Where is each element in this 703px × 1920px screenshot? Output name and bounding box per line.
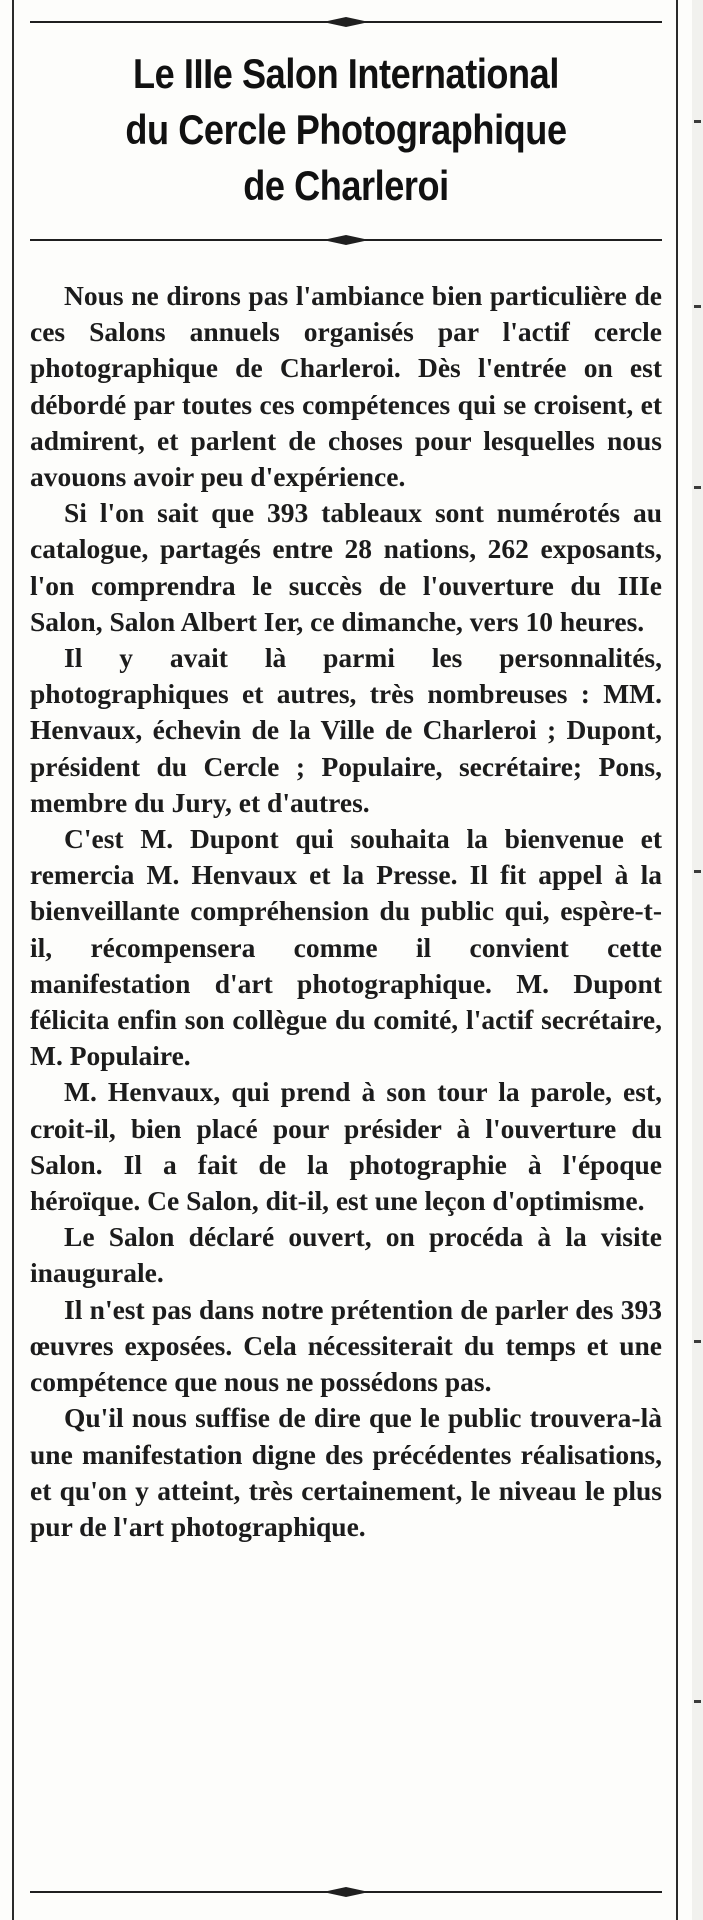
- left-column-rule: [12, 0, 14, 1920]
- headline-line-2: du Cercle Photographique: [125, 106, 567, 153]
- edge-mark: [694, 305, 701, 308]
- right-column-rule: [676, 0, 678, 1920]
- headline-line-1: Le IIIe Salon International: [133, 50, 559, 97]
- paragraph-5: M. Henvaux, qui prend à son tour la parole, est, croit-il, bien placé pour présider à l'ouverture du Salon. Il a fait de la photographie à l'époque héroïque. Ce Salon, dit-il, est une leçon d'optimisme.: [30, 1076, 662, 1217]
- paragraph-4: C'est M. Dupont qui souhaita la bienvenue et remercia M. Henvaux et la Presse. Il fit appel à la bienveillante compréhension du public qui, espère-t-il, récompensera comme il convient cette manifestation d'art photographique. M. Dupont félicita enfin son collègue du comité, l'actif secrétaire, M. Populaire.: [30, 823, 662, 1072]
- paragraph-2: Si l'on sait que 393 tableaux sont numérotés au catalogue, partagés entre 28 nations, 262 exposants, l'on comprendra le succès de l'ouverture du IIIe Salon, Salon Albert Ier, ce dimanche, vers 10 heures.: [30, 497, 662, 637]
- edge-mark: [694, 486, 701, 489]
- edge-mark: [694, 1340, 701, 1343]
- rule-diamond-ornament: [323, 1887, 369, 1897]
- paragraph-3: Il y avait là parmi les personnalités, photographiques et autres, très nombreuses : MM. Henvaux, échevin de la Ville de Charleroi ; Dupont, président du Cercle ; Populaire, secrétaire; Pons, membre du Jury, et d'autres.: [30, 642, 662, 818]
- edge-mark: [694, 1700, 701, 1703]
- edge-mark: [694, 870, 701, 873]
- rule-diamond-ornament: [323, 17, 369, 27]
- adjacent-column-edge: [692, 0, 703, 1920]
- paragraph-8: Qu'il nous suffise de dire que le public trouvera-là une manifestation digne des précédentes réalisations, et qu'on y atteint, très certainement, le niveau le plus pur de l'art photographique.: [30, 1402, 662, 1542]
- headline-line-3: de Charleroi: [243, 162, 449, 209]
- rule-diamond-ornament: [323, 235, 369, 245]
- headline-ornamental-rule: [30, 228, 662, 252]
- article-headline: [74, 46, 618, 214]
- top-ornamental-rule: [30, 10, 662, 34]
- bottom-ornamental-rule: [30, 1880, 662, 1904]
- paragraph-1: Nous ne dirons pas l'ambiance bien particulière de ces Salons annuels organisés par l'actif cercle photographique de Charleroi. Dès l'entrée on est débordé par toutes ces compétences qui se croisent, et admirent, et parlent de choses pour lesquelles nous avouons avoir peu d'expérience.: [30, 280, 662, 493]
- paragraph-7: Il n'est pas dans notre prétention de parler des 393 œuvres exposées. Cela nécessiterait du temps et une compétence que nous ne possédons pas.: [30, 1293, 662, 1398]
- article-column: [30, 0, 662, 1545]
- article-body: [30, 278, 662, 1545]
- paragraph-6: Le Salon déclaré ouvert, on procéda à la visite inaugurale.: [30, 1221, 662, 1289]
- edge-mark: [694, 120, 701, 123]
